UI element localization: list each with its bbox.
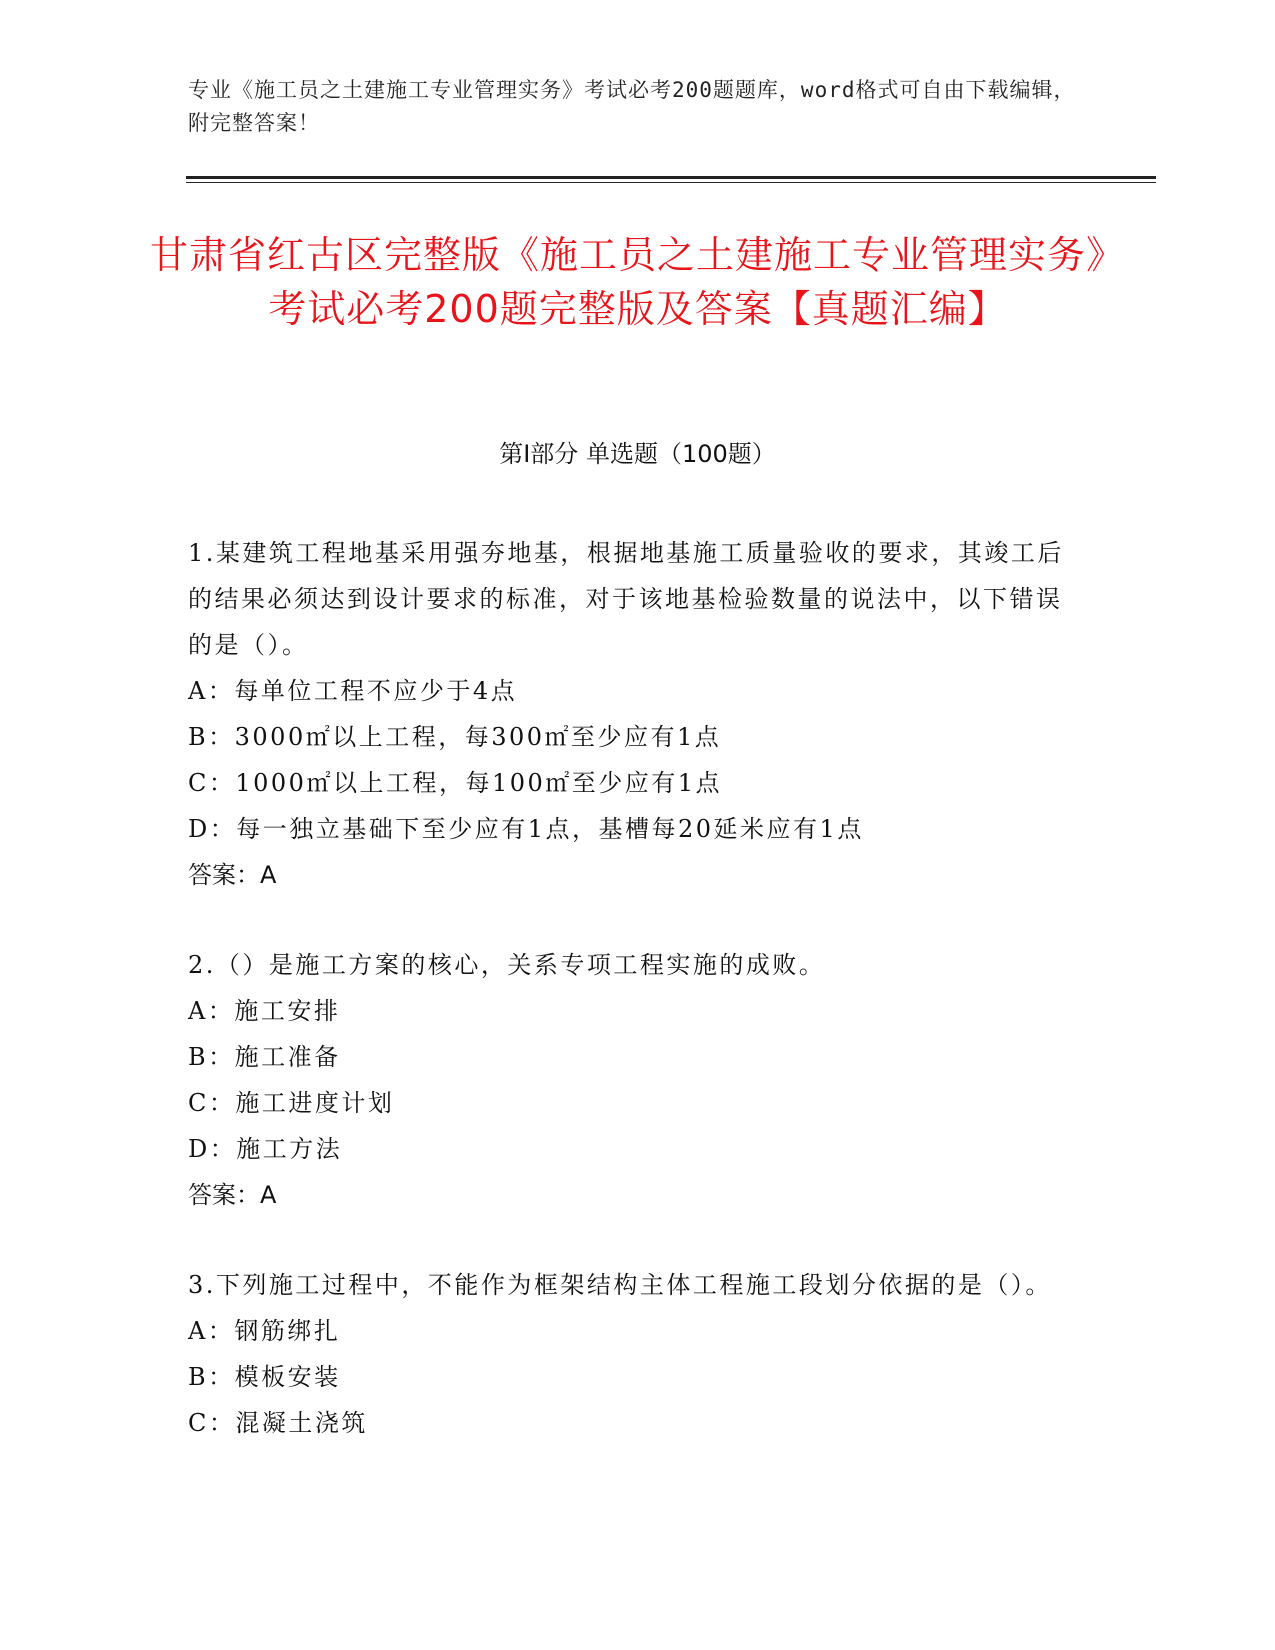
option-d: D：每一独立基础下至少应有1点，基槽每20延米应有1点 xyxy=(188,815,864,843)
question-3 xyxy=(188,1262,1068,1446)
question-stem: 3.下列施工过程中，不能作为框架结构主体工程施工段划分依据的是（）。 xyxy=(188,1271,1052,1299)
document-title: 甘肃省红古区完整版《施工员之土建施工专业管理实务》考试必考200题完整版及答案【真题汇编】 xyxy=(150,233,1126,331)
answer-line: 答案：A xyxy=(188,861,277,889)
option-a: A：每单位工程不应少于4点 xyxy=(188,677,518,705)
option-d: D：施工方法 xyxy=(188,1135,343,1163)
header-divider-thin xyxy=(186,182,1156,183)
question-stem: 1.某建筑工程地基采用强夯地基，根据地基施工质量验收的要求，其竣工后的结果必须达到设计要求的标准，对于该地基检验数量的说法中，以下错误的是（）。 xyxy=(188,539,1064,659)
question-list xyxy=(188,530,1068,1490)
header-divider-thick xyxy=(186,176,1156,179)
question-2 xyxy=(188,942,1068,1218)
option-b: B：施工准备 xyxy=(188,1043,341,1071)
answer-line: 答案：A xyxy=(188,1181,277,1209)
option-c: C：混凝土浇筑 xyxy=(188,1409,368,1437)
section-heading: 第Ⅰ部分 单选题（100题） xyxy=(499,440,776,468)
header-note: 专业《施工员之土建施工专业管理实务》考试必考200题题库，word格式可自由下载编辑，附完整答案！ xyxy=(188,78,1076,135)
option-c: C：施工进度计划 xyxy=(188,1089,395,1117)
option-c: C：1000㎡以上工程，每100㎡至少应有1点 xyxy=(188,769,723,797)
option-a: A：钢筋绑扎 xyxy=(188,1317,341,1345)
option-b: B：模板安装 xyxy=(188,1363,341,1391)
question-stem: 2.（）是施工方案的核心，关系专项工程实施的成败。 xyxy=(188,951,826,979)
question-1 xyxy=(188,530,1068,898)
option-b: B：3000㎡以上工程，每300㎡至少应有1点 xyxy=(188,723,722,751)
option-a: A：施工安排 xyxy=(188,997,341,1025)
